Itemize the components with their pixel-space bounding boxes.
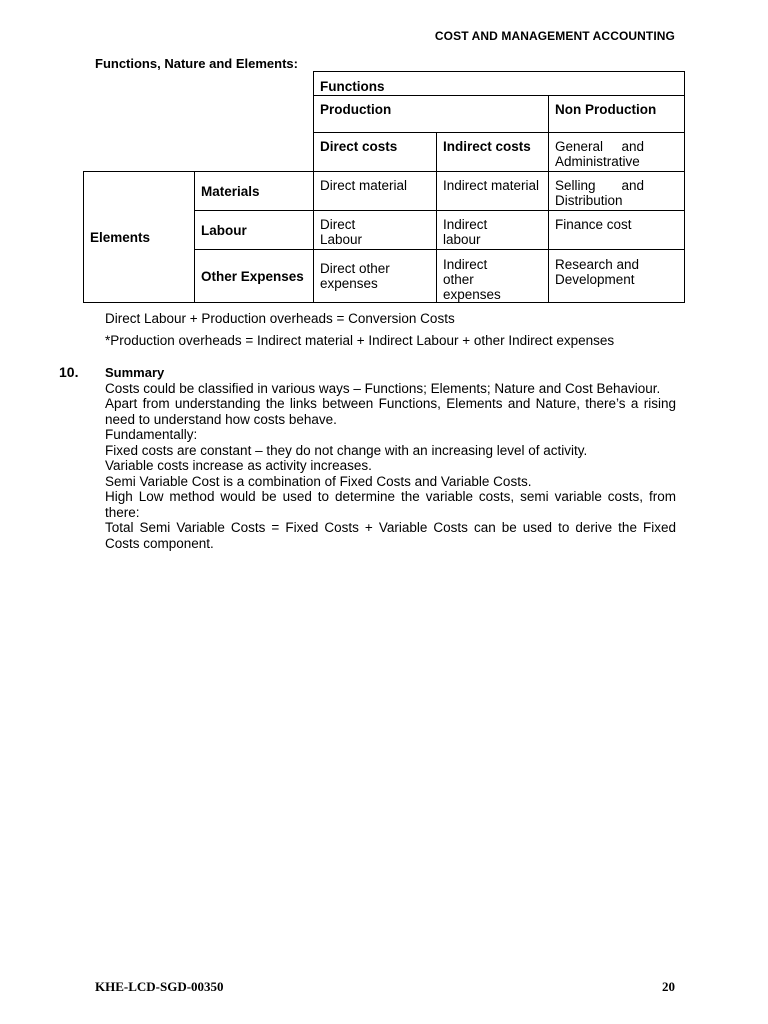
table-cell-selling-distribution bbox=[548, 171, 685, 211]
summary-paragraph: High Low method would be used to determine the variable costs, semi variable costs, from there: bbox=[105, 489, 676, 520]
general-admin-text: General and Administrative bbox=[555, 139, 644, 169]
table-cell-finance-cost: Finance cost bbox=[548, 210, 685, 250]
selling-distribution-text: Selling and Distribution bbox=[555, 178, 644, 208]
summary-section bbox=[105, 365, 676, 551]
table-cell-research-development: Research and Development bbox=[548, 249, 685, 303]
summary-paragraph: Total Semi Variable Costs = Fixed Costs + Variable Costs can be used to derive the Fixed Costs component. bbox=[105, 520, 676, 551]
row-label-materials: Materials bbox=[194, 171, 314, 211]
section-heading: Functions, Nature and Elements: bbox=[95, 56, 298, 71]
table-cell-general-admin bbox=[548, 132, 685, 172]
table-cell-direct-other-expenses: Direct other expenses bbox=[313, 249, 437, 303]
row-label-other-expenses: Other Expenses bbox=[194, 249, 314, 303]
table-cell-indirect-material: Indirect material bbox=[436, 171, 549, 211]
table-header-direct-costs: Direct costs bbox=[313, 132, 437, 172]
summary-paragraph: Fixed costs are constant – they do not change with an increasing level of activity. bbox=[105, 442, 588, 458]
summary-title: Summary bbox=[105, 365, 165, 380]
table-cell-direct-material: Direct material bbox=[313, 171, 437, 211]
summary-paragraph: Apart from understanding the links between Functions, Elements and Nature, there’s a rising need to understand how costs behave. bbox=[105, 396, 676, 427]
summary-paragraph: Semi Variable Cost is a combination of Fixed Costs and Variable Costs. bbox=[105, 473, 532, 489]
summary-paragraph: Variable costs increase as activity increases. bbox=[105, 458, 372, 473]
table-header-functions: Functions bbox=[313, 71, 685, 95]
note-conversion-costs: Direct Labour + Production overheads = Conversion Costs bbox=[105, 311, 455, 326]
table-cell-direct-labour: Direct Labour bbox=[313, 210, 437, 250]
summary-paragraph: Costs could be classified in various ways – Functions; Elements; Nature and Cost Behaviour. bbox=[105, 380, 661, 396]
footer-doc-code: KHE-LCD-SGD-00350 bbox=[95, 979, 224, 994]
footer-page-number: 20 bbox=[662, 979, 675, 994]
summary-paragraph: Fundamentally: bbox=[105, 427, 198, 442]
table-header-indirect-costs: Indirect costs bbox=[436, 132, 549, 172]
row-label-labour: Labour bbox=[194, 210, 314, 250]
table-cell-indirect-labour: Indirect labour bbox=[436, 210, 549, 250]
section-number: 10. bbox=[59, 364, 79, 380]
table-cell-indirect-other-expenses: Indirect other expenses bbox=[436, 249, 549, 303]
table-row-header-elements: Elements bbox=[83, 171, 195, 303]
table-header-production: Production bbox=[313, 95, 549, 133]
note-production-overheads: *Production overheads = Indirect material + Indirect Labour + other Indirect expenses bbox=[105, 333, 615, 348]
table-header-non-production: Non Production bbox=[548, 95, 685, 133]
page-header-title: COST AND MANAGEMENT ACCOUNTING bbox=[434, 29, 675, 43]
